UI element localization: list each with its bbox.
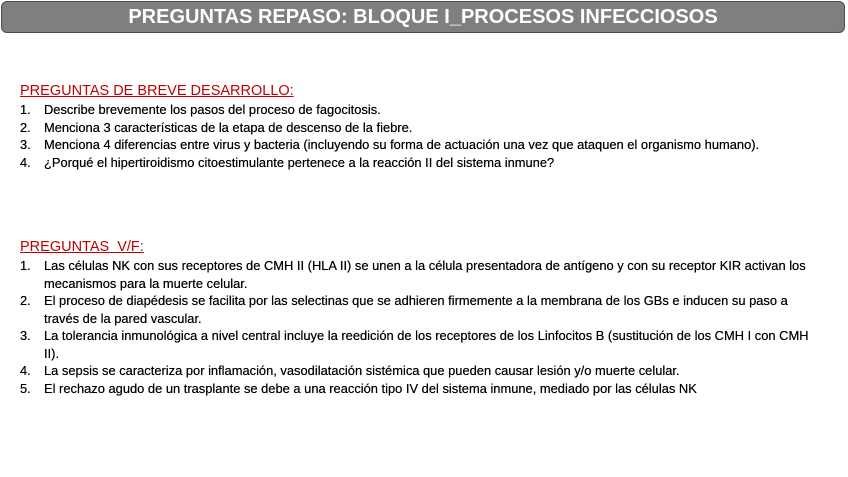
list-item: 2. El proceso de diapédesis se facilita por las selectinas que se adhieren firmemente a la membrana de los GBs e inducen su paso a través de la pared vascular. bbox=[20, 293, 788, 326]
short-answer-section bbox=[20, 82, 820, 171]
short-answer-heading: PREGUNTAS DE BREVE DESARROLLO: bbox=[20, 83, 294, 99]
list-item: 2. Menciona 3 características de la etapa de descenso de la fiebre. bbox=[20, 119, 413, 135]
list-item: 1. Las células NK con sus receptores de CMH II (HLA II) se unen a la célula presentadora de antígeno y con su receptor KIR activan los mecanismos para la muerte celular. bbox=[20, 258, 806, 291]
list-item: 3. La tolerancia inmunológica a nivel central incluye la reedición de los receptores de los Linfocitos B (sustitución de los CMH I con CMH II). bbox=[20, 328, 809, 361]
list-item: 1. Describe brevemente los pasos del proceso de fagocitosis. bbox=[20, 102, 381, 117]
slide-title: PREGUNTAS REPASO: BLOQUE I_PROCESOS INFECCIOSOS bbox=[1, 1, 845, 33]
true-false-heading: PREGUNTAS V/F: bbox=[20, 239, 144, 255]
true-false-list bbox=[20, 257, 820, 397]
true-false-section bbox=[20, 238, 820, 397]
list-item: 4. La sepsis se caracteriza por inflamación, vasodilatación sistémica que pueden causar lesión y/o muerte celular. bbox=[20, 363, 680, 378]
list-item: 3. Menciona 4 diferencias entre virus y bacteria (incluyendo su forma de actuación una vez que ataquen el organismo humano). bbox=[20, 137, 760, 152]
list-item: 4. ¿Porqué el hipertiroidismo citoestimulante pertenece a la reacción II del sistema inmune? bbox=[20, 154, 555, 170]
list-item: 5. El rechazo agudo de un trasplante se debe a una reacción tipo IV del sistema inmune, mediado por las células NK bbox=[20, 380, 697, 396]
short-answer-list bbox=[20, 101, 820, 171]
